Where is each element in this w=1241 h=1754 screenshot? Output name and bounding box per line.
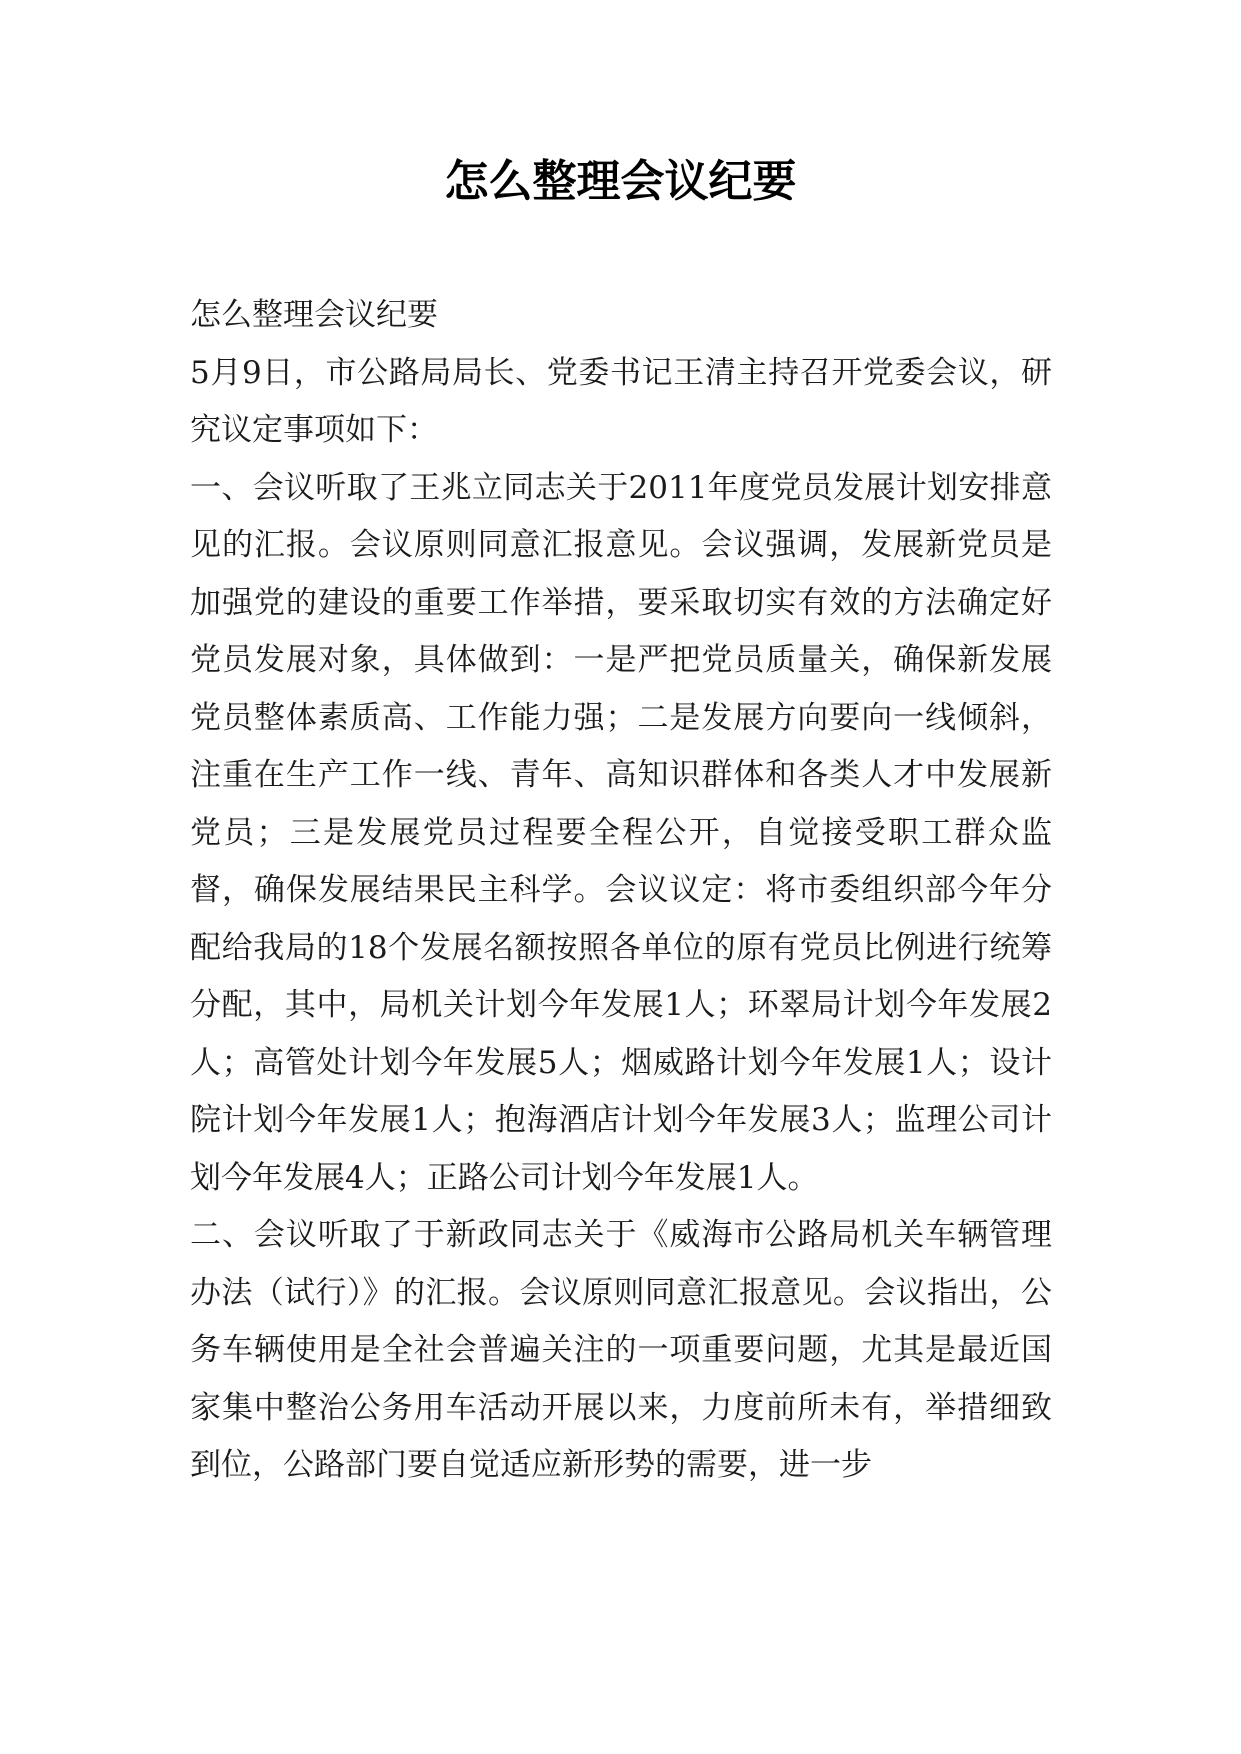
subtitle-paragraph: 怎么整理会议纪要 [190,297,438,333]
intro-paragraph: 5月9日，市公路局局长、党委书记王清主持召开党委会议，研究议定事项如下： [190,354,1052,448]
item-two-paragraph: 二、会议听取了于新政同志关于《威海市公路局机关车辆管理办法（试行）》的汇报。会议原则同意汇报意见。会议指出，公务车辆使用是全社会普遍关注的一项重要问题，尤其是最近国家集中整治公务用车活动开展以来，力度前所未有，举措细致到位，公路部门要自觉适应新形势的需要，进一步 [190,1217,1052,1483]
item-one-paragraph: 一、会议听取了王兆立同志关于2011年度党员发展计划安排意见的汇报。会议原则同意汇报意见。会议强调，发展新党员是加强党的建设的重要工作举措，要采取切实有效的方法确定好党员发展对象，具体做到：一是严把党员质量关，确保新发展党员整体素质高、工作能力强；二是发展方向要向一线倾斜，注重在生产工作一线、青年、高知识群体和各类人才中发展新党员；三是发展党员过程要全程公开，自觉接受职工群众监督，确保发展结果民主科学。会议议定：将市委组织部今年分配给我局的18个发展名额按照各单位的原有党员比例进行统筹分配，其中，局机关计划今年发展1人；环翠局计划今年发展2人；高管处计划今年发展5人；烟威路计划今年发展1人；设计院计划今年发展1人；抱海酒店计划今年发展3人；监理公司计划今年发展4人；正路公司计划今年发展1人。 [190,469,1052,1196]
document-body [190,287,1052,1495]
document-title: 怎么整理会议纪要 [444,156,797,207]
